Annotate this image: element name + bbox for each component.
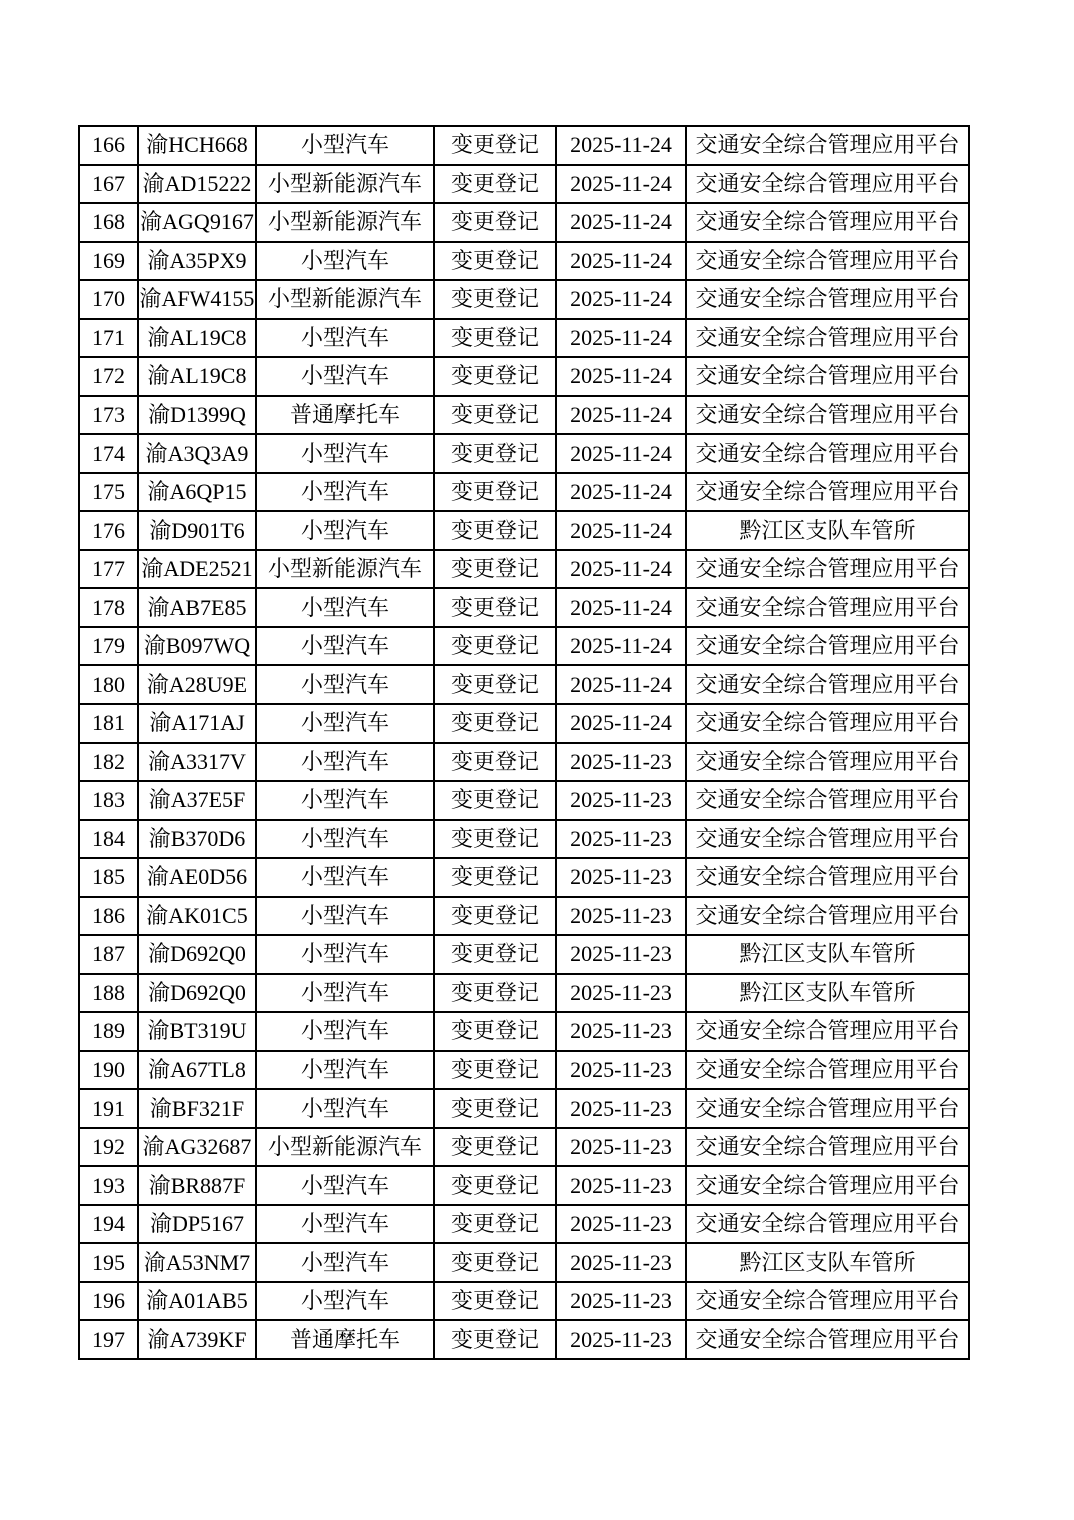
cell-business-type: 变更登记 bbox=[434, 897, 556, 936]
cell-registration-date: 2025-11-24 bbox=[556, 357, 686, 396]
cell-registration-channel: 交通安全综合管理应用平台 bbox=[686, 434, 969, 473]
table-row bbox=[79, 203, 969, 242]
cell-business-type: 变更登记 bbox=[434, 665, 556, 704]
cell-row-number: 196 bbox=[79, 1282, 138, 1321]
cell-business-type: 变更登记 bbox=[434, 165, 556, 204]
cell-row-number: 171 bbox=[79, 319, 138, 358]
cell-row-number: 167 bbox=[79, 165, 138, 204]
cell-vehicle-type: 小型汽车 bbox=[256, 781, 434, 820]
cell-row-number: 185 bbox=[79, 858, 138, 897]
cell-vehicle-type: 小型汽车 bbox=[256, 974, 434, 1013]
cell-row-number: 186 bbox=[79, 897, 138, 936]
cell-plate-number: 渝A67TL8 bbox=[138, 1051, 256, 1090]
cell-business-type: 变更登记 bbox=[434, 820, 556, 859]
cell-plate-number: 渝A739KF bbox=[138, 1320, 256, 1359]
cell-vehicle-type: 小型新能源汽车 bbox=[256, 550, 434, 589]
cell-business-type: 变更登记 bbox=[434, 1166, 556, 1205]
cell-row-number: 194 bbox=[79, 1205, 138, 1244]
cell-registration-date: 2025-11-24 bbox=[556, 242, 686, 281]
cell-registration-date: 2025-11-24 bbox=[556, 473, 686, 512]
cell-plate-number: 渝A3317V bbox=[138, 743, 256, 782]
vehicle-table-body bbox=[79, 126, 969, 1359]
cell-vehicle-type: 小型汽车 bbox=[256, 627, 434, 666]
vehicle-registration-table bbox=[78, 125, 970, 1360]
cell-registration-date: 2025-11-24 bbox=[556, 511, 686, 550]
cell-plate-number: 渝AL19C8 bbox=[138, 357, 256, 396]
cell-registration-date: 2025-11-24 bbox=[556, 203, 686, 242]
cell-row-number: 175 bbox=[79, 473, 138, 512]
cell-registration-channel: 交通安全综合管理应用平台 bbox=[686, 242, 969, 281]
cell-registration-channel: 交通安全综合管理应用平台 bbox=[686, 858, 969, 897]
table-row bbox=[79, 820, 969, 859]
cell-business-type: 变更登记 bbox=[434, 434, 556, 473]
cell-registration-channel: 交通安全综合管理应用平台 bbox=[686, 781, 969, 820]
cell-row-number: 181 bbox=[79, 704, 138, 743]
cell-vehicle-type: 小型汽车 bbox=[256, 743, 434, 782]
table-row bbox=[79, 357, 969, 396]
cell-plate-number: 渝BT319U bbox=[138, 1012, 256, 1051]
cell-registration-date: 2025-11-23 bbox=[556, 1089, 686, 1128]
cell-registration-channel: 交通安全综合管理应用平台 bbox=[686, 319, 969, 358]
cell-registration-channel: 黔江区支队车管所 bbox=[686, 935, 969, 974]
cell-registration-channel: 交通安全综合管理应用平台 bbox=[686, 1320, 969, 1359]
cell-registration-channel: 交通安全综合管理应用平台 bbox=[686, 1051, 969, 1090]
cell-registration-date: 2025-11-23 bbox=[556, 1243, 686, 1282]
cell-registration-date: 2025-11-24 bbox=[556, 319, 686, 358]
cell-plate-number: 渝A01AB5 bbox=[138, 1282, 256, 1321]
cell-registration-channel: 交通安全综合管理应用平台 bbox=[686, 1128, 969, 1167]
cell-row-number: 192 bbox=[79, 1128, 138, 1167]
cell-registration-channel: 交通安全综合管理应用平台 bbox=[686, 126, 969, 165]
table-row bbox=[79, 1320, 969, 1359]
cell-registration-date: 2025-11-24 bbox=[556, 126, 686, 165]
cell-plate-number: 渝ADE2521 bbox=[138, 550, 256, 589]
cell-registration-channel: 交通安全综合管理应用平台 bbox=[686, 1205, 969, 1244]
cell-registration-channel: 交通安全综合管理应用平台 bbox=[686, 627, 969, 666]
cell-registration-channel: 交通安全综合管理应用平台 bbox=[686, 897, 969, 936]
cell-registration-channel: 交通安全综合管理应用平台 bbox=[686, 743, 969, 782]
table-row bbox=[79, 588, 969, 627]
cell-registration-channel: 交通安全综合管理应用平台 bbox=[686, 357, 969, 396]
table-row bbox=[79, 1089, 969, 1128]
cell-registration-channel: 黔江区支队车管所 bbox=[686, 1243, 969, 1282]
cell-row-number: 176 bbox=[79, 511, 138, 550]
cell-business-type: 变更登记 bbox=[434, 704, 556, 743]
cell-registration-date: 2025-11-23 bbox=[556, 897, 686, 936]
cell-vehicle-type: 小型汽车 bbox=[256, 319, 434, 358]
cell-vehicle-type: 小型汽车 bbox=[256, 511, 434, 550]
cell-business-type: 变更登记 bbox=[434, 858, 556, 897]
cell-registration-date: 2025-11-24 bbox=[556, 396, 686, 435]
cell-registration-channel: 交通安全综合管理应用平台 bbox=[686, 280, 969, 319]
cell-business-type: 变更登记 bbox=[434, 280, 556, 319]
table-row bbox=[79, 974, 969, 1013]
cell-row-number: 184 bbox=[79, 820, 138, 859]
cell-vehicle-type: 小型汽车 bbox=[256, 935, 434, 974]
cell-business-type: 变更登记 bbox=[434, 1051, 556, 1090]
cell-business-type: 变更登记 bbox=[434, 743, 556, 782]
cell-vehicle-type: 小型新能源汽车 bbox=[256, 1128, 434, 1167]
cell-registration-channel: 交通安全综合管理应用平台 bbox=[686, 203, 969, 242]
cell-registration-channel: 交通安全综合管理应用平台 bbox=[686, 1089, 969, 1128]
cell-row-number: 172 bbox=[79, 357, 138, 396]
cell-plate-number: 渝AE0D56 bbox=[138, 858, 256, 897]
cell-row-number: 195 bbox=[79, 1243, 138, 1282]
cell-row-number: 169 bbox=[79, 242, 138, 281]
table-row bbox=[79, 511, 969, 550]
cell-registration-channel: 交通安全综合管理应用平台 bbox=[686, 588, 969, 627]
cell-row-number: 179 bbox=[79, 627, 138, 666]
cell-vehicle-type: 小型汽车 bbox=[256, 665, 434, 704]
cell-business-type: 变更登记 bbox=[434, 396, 556, 435]
cell-vehicle-type: 小型汽车 bbox=[256, 1166, 434, 1205]
cell-vehicle-type: 小型汽车 bbox=[256, 820, 434, 859]
cell-business-type: 变更登记 bbox=[434, 1243, 556, 1282]
cell-registration-channel: 交通安全综合管理应用平台 bbox=[686, 665, 969, 704]
cell-plate-number: 渝AG32687 bbox=[138, 1128, 256, 1167]
cell-registration-date: 2025-11-23 bbox=[556, 1128, 686, 1167]
table-row bbox=[79, 1205, 969, 1244]
cell-vehicle-type: 小型汽车 bbox=[256, 434, 434, 473]
cell-plate-number: 渝A6QP15 bbox=[138, 473, 256, 512]
cell-registration-date: 2025-11-23 bbox=[556, 1320, 686, 1359]
cell-business-type: 变更登记 bbox=[434, 1320, 556, 1359]
cell-row-number: 182 bbox=[79, 743, 138, 782]
cell-row-number: 170 bbox=[79, 280, 138, 319]
cell-plate-number: 渝BF321F bbox=[138, 1089, 256, 1128]
cell-vehicle-type: 普通摩托车 bbox=[256, 396, 434, 435]
cell-plate-number: 渝AB7E85 bbox=[138, 588, 256, 627]
cell-business-type: 变更登记 bbox=[434, 781, 556, 820]
cell-row-number: 197 bbox=[79, 1320, 138, 1359]
cell-vehicle-type: 小型汽车 bbox=[256, 1089, 434, 1128]
cell-registration-date: 2025-11-23 bbox=[556, 974, 686, 1013]
cell-row-number: 191 bbox=[79, 1089, 138, 1128]
cell-business-type: 变更登记 bbox=[434, 588, 556, 627]
cell-vehicle-type: 小型汽车 bbox=[256, 126, 434, 165]
cell-registration-date: 2025-11-24 bbox=[556, 280, 686, 319]
cell-plate-number: 渝A3Q3A9 bbox=[138, 434, 256, 473]
table-row bbox=[79, 1243, 969, 1282]
cell-registration-channel: 交通安全综合管理应用平台 bbox=[686, 550, 969, 589]
cell-plate-number: 渝A171AJ bbox=[138, 704, 256, 743]
cell-plate-number: 渝AL19C8 bbox=[138, 319, 256, 358]
cell-registration-channel: 交通安全综合管理应用平台 bbox=[686, 165, 969, 204]
cell-row-number: 177 bbox=[79, 550, 138, 589]
cell-registration-date: 2025-11-24 bbox=[556, 665, 686, 704]
cell-registration-date: 2025-11-23 bbox=[556, 1205, 686, 1244]
cell-business-type: 变更登记 bbox=[434, 319, 556, 358]
table-row bbox=[79, 627, 969, 666]
cell-registration-date: 2025-11-23 bbox=[556, 1012, 686, 1051]
cell-registration-date: 2025-11-24 bbox=[556, 704, 686, 743]
cell-vehicle-type: 小型汽车 bbox=[256, 242, 434, 281]
cell-registration-channel: 交通安全综合管理应用平台 bbox=[686, 473, 969, 512]
cell-registration-date: 2025-11-23 bbox=[556, 820, 686, 859]
cell-vehicle-type: 小型汽车 bbox=[256, 1282, 434, 1321]
cell-registration-channel: 交通安全综合管理应用平台 bbox=[686, 1282, 969, 1321]
table-row bbox=[79, 743, 969, 782]
cell-plate-number: 渝DP5167 bbox=[138, 1205, 256, 1244]
cell-plate-number: 渝AGQ9167 bbox=[138, 203, 256, 242]
cell-plate-number: 渝A28U9E bbox=[138, 665, 256, 704]
cell-registration-channel: 交通安全综合管理应用平台 bbox=[686, 704, 969, 743]
cell-plate-number: 渝B370D6 bbox=[138, 820, 256, 859]
cell-vehicle-type: 小型汽车 bbox=[256, 858, 434, 897]
table-row bbox=[79, 1128, 969, 1167]
cell-row-number: 189 bbox=[79, 1012, 138, 1051]
cell-plate-number: 渝HCH668 bbox=[138, 126, 256, 165]
cell-registration-date: 2025-11-23 bbox=[556, 935, 686, 974]
cell-row-number: 180 bbox=[79, 665, 138, 704]
cell-registration-date: 2025-11-23 bbox=[556, 1166, 686, 1205]
cell-vehicle-type: 普通摩托车 bbox=[256, 1320, 434, 1359]
cell-vehicle-type: 小型新能源汽车 bbox=[256, 203, 434, 242]
cell-row-number: 187 bbox=[79, 935, 138, 974]
table-row bbox=[79, 897, 969, 936]
cell-registration-channel: 黔江区支队车管所 bbox=[686, 511, 969, 550]
cell-business-type: 变更登记 bbox=[434, 627, 556, 666]
cell-business-type: 变更登记 bbox=[434, 511, 556, 550]
cell-registration-date: 2025-11-24 bbox=[556, 434, 686, 473]
cell-vehicle-type: 小型汽车 bbox=[256, 1243, 434, 1282]
cell-row-number: 166 bbox=[79, 126, 138, 165]
cell-registration-channel: 交通安全综合管理应用平台 bbox=[686, 396, 969, 435]
cell-row-number: 174 bbox=[79, 434, 138, 473]
cell-plate-number: 渝BR887F bbox=[138, 1166, 256, 1205]
cell-vehicle-type: 小型汽车 bbox=[256, 1012, 434, 1051]
cell-business-type: 变更登记 bbox=[434, 1089, 556, 1128]
cell-plate-number: 渝D901T6 bbox=[138, 511, 256, 550]
cell-registration-date: 2025-11-23 bbox=[556, 743, 686, 782]
table-row bbox=[79, 1282, 969, 1321]
cell-row-number: 183 bbox=[79, 781, 138, 820]
cell-business-type: 变更登记 bbox=[434, 203, 556, 242]
table-row bbox=[79, 935, 969, 974]
cell-business-type: 变更登记 bbox=[434, 357, 556, 396]
cell-registration-date: 2025-11-24 bbox=[556, 627, 686, 666]
cell-plate-number: 渝AK01C5 bbox=[138, 897, 256, 936]
cell-business-type: 变更登记 bbox=[434, 1282, 556, 1321]
cell-registration-date: 2025-11-24 bbox=[556, 588, 686, 627]
cell-business-type: 变更登记 bbox=[434, 126, 556, 165]
cell-registration-channel: 黔江区支队车管所 bbox=[686, 974, 969, 1013]
cell-vehicle-type: 小型汽车 bbox=[256, 1051, 434, 1090]
cell-business-type: 变更登记 bbox=[434, 473, 556, 512]
cell-vehicle-type: 小型汽车 bbox=[256, 473, 434, 512]
cell-plate-number: 渝AFW4155 bbox=[138, 280, 256, 319]
cell-vehicle-type: 小型新能源汽车 bbox=[256, 165, 434, 204]
table-row bbox=[79, 126, 969, 165]
cell-business-type: 变更登记 bbox=[434, 242, 556, 281]
cell-row-number: 168 bbox=[79, 203, 138, 242]
cell-row-number: 190 bbox=[79, 1051, 138, 1090]
cell-registration-date: 2025-11-24 bbox=[556, 165, 686, 204]
table-row bbox=[79, 319, 969, 358]
cell-vehicle-type: 小型汽车 bbox=[256, 588, 434, 627]
cell-vehicle-type: 小型汽车 bbox=[256, 704, 434, 743]
cell-registration-date: 2025-11-24 bbox=[556, 550, 686, 589]
cell-plate-number: 渝B097WQ bbox=[138, 627, 256, 666]
cell-business-type: 变更登记 bbox=[434, 1205, 556, 1244]
cell-plate-number: 渝D1399Q bbox=[138, 396, 256, 435]
cell-vehicle-type: 小型汽车 bbox=[256, 1205, 434, 1244]
cell-registration-channel: 交通安全综合管理应用平台 bbox=[686, 1012, 969, 1051]
cell-plate-number: 渝A53NM7 bbox=[138, 1243, 256, 1282]
cell-vehicle-type: 小型新能源汽车 bbox=[256, 280, 434, 319]
table-row bbox=[79, 550, 969, 589]
table-row bbox=[79, 1051, 969, 1090]
cell-business-type: 变更登记 bbox=[434, 1012, 556, 1051]
cell-plate-number: 渝A37E5F bbox=[138, 781, 256, 820]
cell-plate-number: 渝AD15222 bbox=[138, 165, 256, 204]
table-row bbox=[79, 434, 969, 473]
cell-business-type: 变更登记 bbox=[434, 550, 556, 589]
cell-registration-date: 2025-11-23 bbox=[556, 1282, 686, 1321]
cell-plate-number: 渝D692Q0 bbox=[138, 974, 256, 1013]
cell-plate-number: 渝D692Q0 bbox=[138, 935, 256, 974]
table-row bbox=[79, 704, 969, 743]
cell-registration-channel: 交通安全综合管理应用平台 bbox=[686, 820, 969, 859]
cell-registration-date: 2025-11-23 bbox=[556, 858, 686, 897]
table-row bbox=[79, 396, 969, 435]
cell-business-type: 变更登记 bbox=[434, 935, 556, 974]
cell-business-type: 变更登记 bbox=[434, 974, 556, 1013]
cell-row-number: 173 bbox=[79, 396, 138, 435]
table-row bbox=[79, 165, 969, 204]
table-row bbox=[79, 280, 969, 319]
cell-row-number: 193 bbox=[79, 1166, 138, 1205]
table-row bbox=[79, 781, 969, 820]
table-row bbox=[79, 1166, 969, 1205]
table-row bbox=[79, 665, 969, 704]
cell-vehicle-type: 小型汽车 bbox=[256, 897, 434, 936]
cell-registration-date: 2025-11-23 bbox=[556, 781, 686, 820]
table-row bbox=[79, 1012, 969, 1051]
cell-vehicle-type: 小型汽车 bbox=[256, 357, 434, 396]
cell-row-number: 188 bbox=[79, 974, 138, 1013]
table-row bbox=[79, 242, 969, 281]
table-row bbox=[79, 473, 969, 512]
cell-registration-date: 2025-11-23 bbox=[556, 1051, 686, 1090]
cell-business-type: 变更登记 bbox=[434, 1128, 556, 1167]
cell-plate-number: 渝A35PX9 bbox=[138, 242, 256, 281]
cell-registration-channel: 交通安全综合管理应用平台 bbox=[686, 1166, 969, 1205]
cell-row-number: 178 bbox=[79, 588, 138, 627]
table-row bbox=[79, 858, 969, 897]
